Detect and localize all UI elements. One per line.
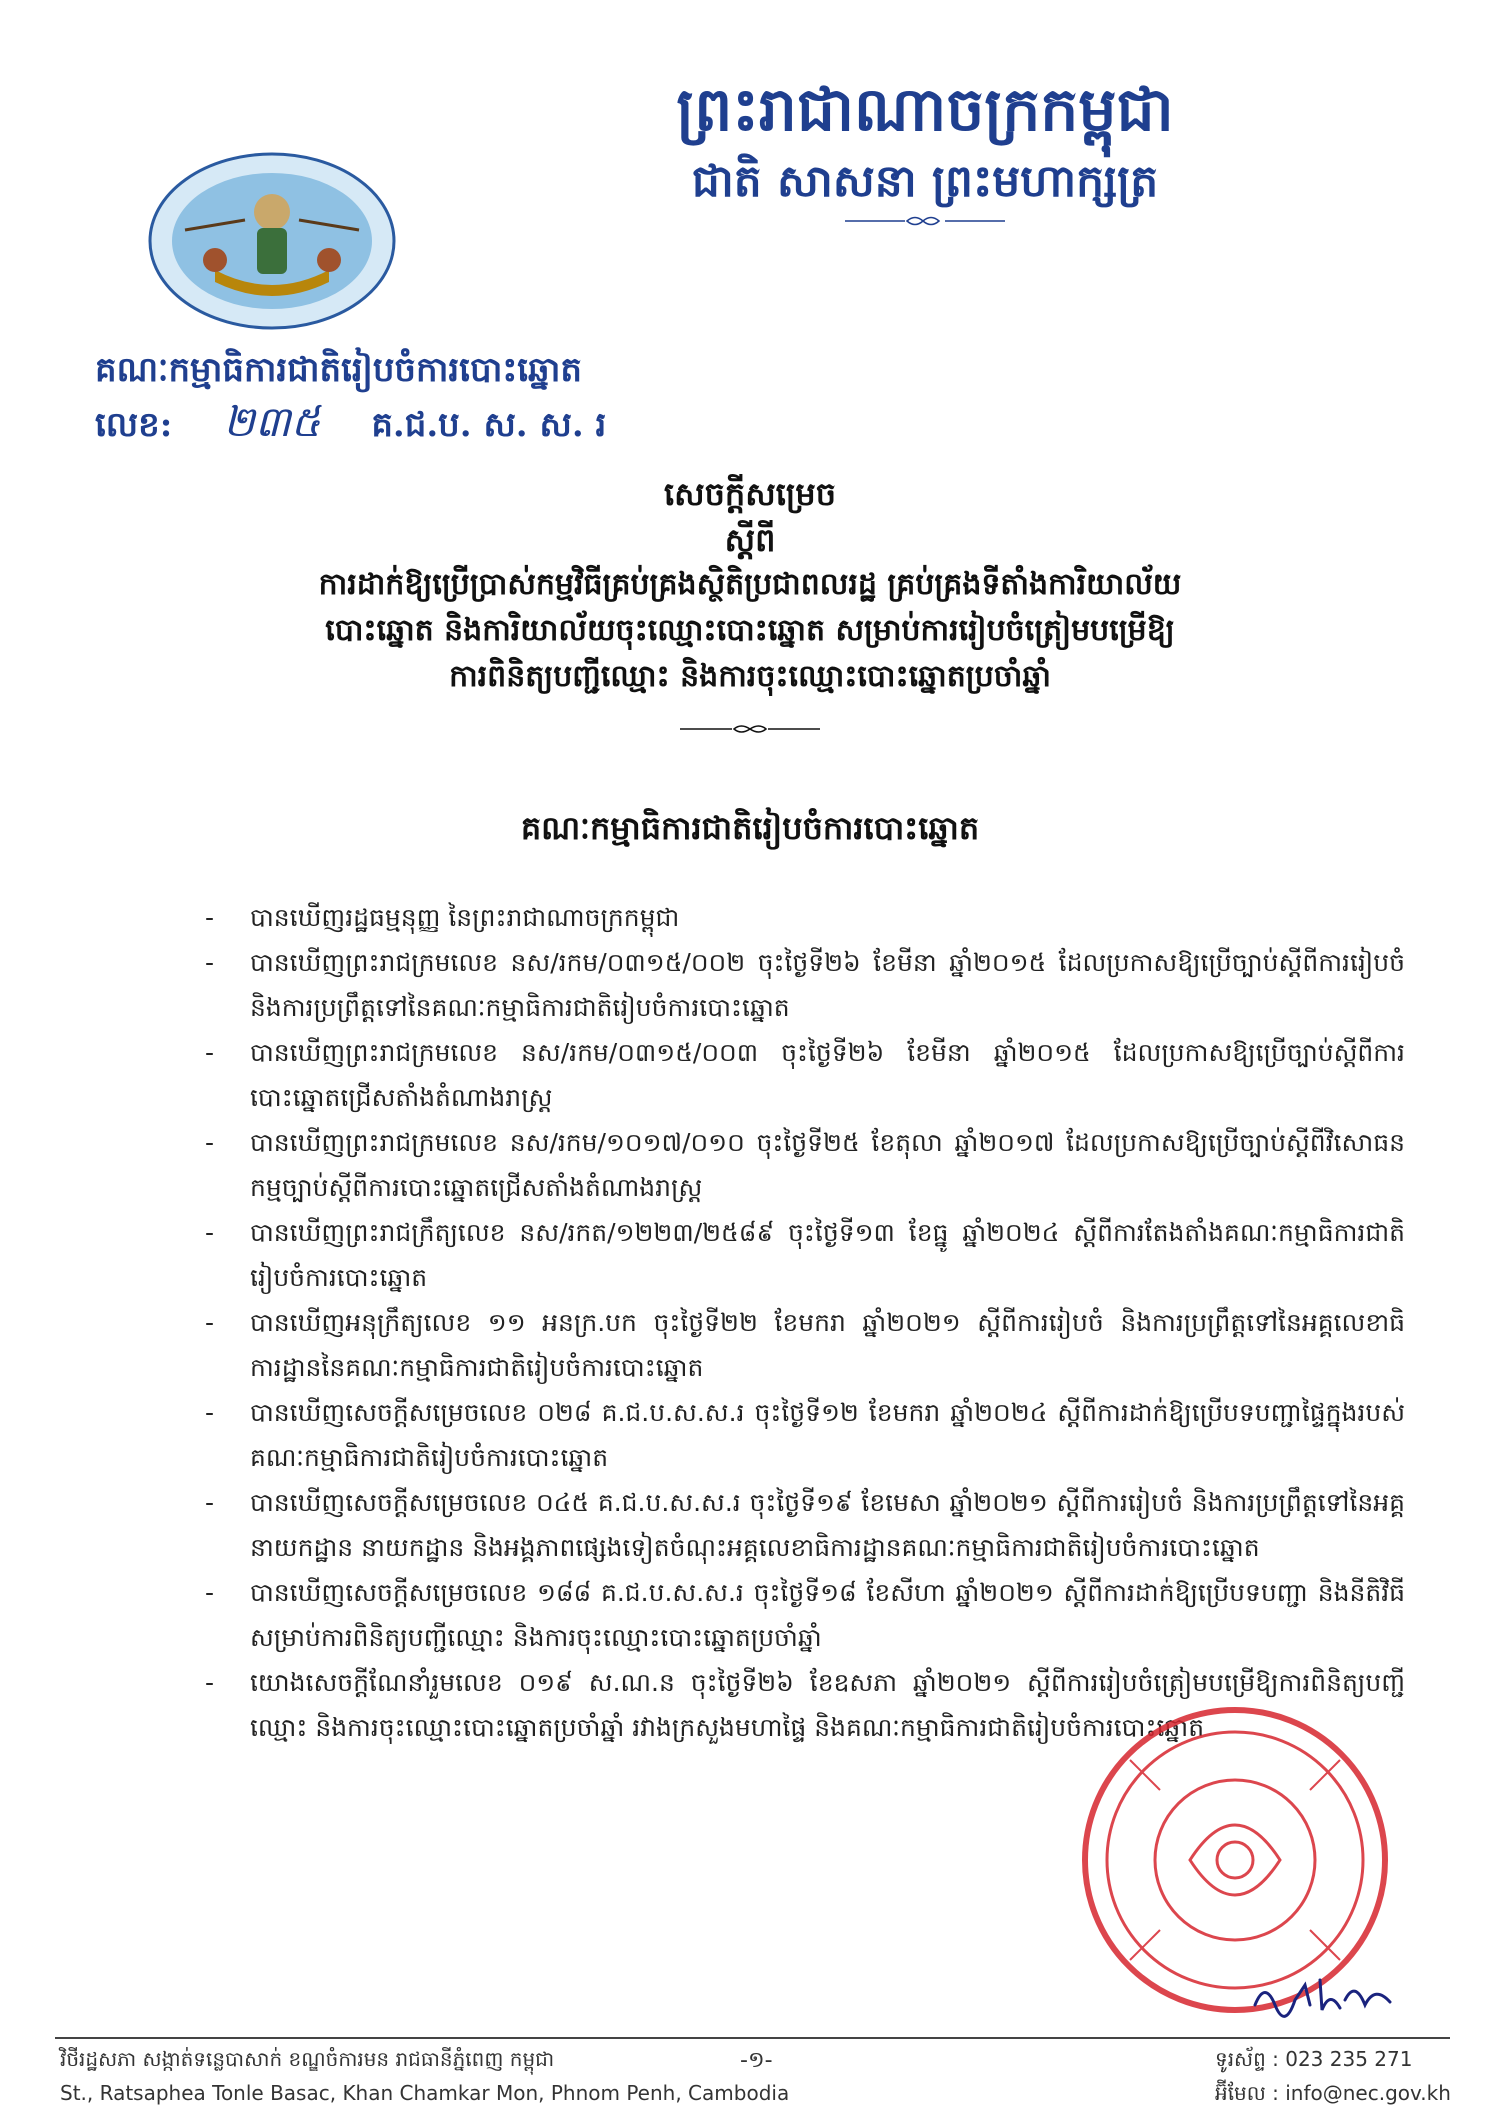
- nec-emblem-logo: [145, 150, 400, 332]
- ref-code: គ.ជ.ប. ស. ស. រ: [371, 405, 607, 445]
- kingdom-header: [600, 70, 1250, 228]
- decision-title-block: [150, 470, 1350, 736]
- phone-number: ទូរស័ព្ទ : 023 235 271: [1215, 2047, 1413, 2071]
- reference-line: [95, 395, 606, 457]
- list-item: - បានឃើញព្រះរាជក្រមលេខ នស/រកម/០៣១៥/០០៣ ចុះថ្ងៃទី២៦ ខែមីនា ឆ្នាំ២០១៥ ដែលប្រកាសឱ្យប្រើច្បាប់ស្ដីពីការបោះឆ្នោតជ្រើសតាំងតំណាងរាស្ត្រ: [205, 1030, 1405, 1120]
- footer-address: [60, 2042, 789, 2110]
- list-item: - បានឃើញអនុក្រឹត្យលេខ ១១ អនក្រ.បក ចុះថ្ងៃទី២២ ខែមករា ឆ្នាំ២០២១ ស្ដីពីការរៀបចំ និងការប្រព្រឹត្តទៅនៃអគ្គលេខាធិការដ្ឋាននៃគណៈកម្មាធិការជាតិរៀបចំការបោះឆ្នោត: [205, 1300, 1405, 1390]
- concerning-label: ស្ដីពី: [724, 521, 776, 559]
- list-item: - បានឃើញសេចក្ដីសម្រេចលេខ ០២៨ គ.ជ.ប.ស.ស.រ ចុះថ្ងៃទី១២ ខែមករា ឆ្នាំ២០២៤ ស្ដីពីការដាក់ឱ្យប្រើបទបញ្ជាផ្ទៃក្នុងរបស់គណៈកម្មាធិការជាតិរៀបចំការបោះឆ្នោត: [205, 1390, 1405, 1480]
- ornament-divider: [680, 722, 820, 736]
- body-heading: គណៈកម្មាធិការជាតិរៀបចំការបោះឆ្នោត: [520, 809, 980, 847]
- organization-name: គណៈកម្មាធិការជាតិរៀបចំការបោះឆ្នោត: [95, 350, 583, 390]
- address-khmer: វិថីរដ្ឋសភា សង្កាត់ទន្លេបាសាក់ ខណ្ឌចំការមន រាជធានីភ្នំពេញ កម្ពុជា: [60, 2047, 555, 2071]
- list-item: - បានឃើញព្រះរាជក្រឹត្យលេខ នស/រកត/១២២៣/២៥៨៩ ចុះថ្ងៃទី១៣ ខែធ្នូ ឆ្នាំ២០២៤ ស្ដីពីការតែងតាំងគណៈកម្មាធិការជាតិរៀបចំការបោះឆ្នោត: [205, 1210, 1405, 1300]
- kingdom-title: ព្រះរាជាណាចក្រកម្ពុជា: [676, 75, 1174, 145]
- list-item: - បានឃើញសេចក្ដីសម្រេចលេខ ០៤៥ គ.ជ.ប.ស.ស.រ ចុះថ្ងៃទី១៩ ខែមេសា ឆ្នាំ២០២១ ស្ដីពីការរៀបចំ និងការប្រព្រឹត្តទៅនៃអគ្គនាយកដ្ឋាន នាយកដ្ឋាន និងអង្គភាពផ្សេងទៀតចំណុះអគ្គលេខាធិការដ្ឋានគណៈកម្មាធិការជាតិរៀបចំការបោះឆ្នោត: [205, 1480, 1405, 1570]
- decision-label: សេចក្ដីសម្រេច: [663, 475, 837, 513]
- footer-contact: [1215, 2042, 1451, 2110]
- list-item: - បានឃើញសេចក្ដីសម្រេចលេខ ១៨៨ គ.ជ.ប.ស.ស.រ ចុះថ្ងៃទី១៨ ខែសីហា ឆ្នាំ២០២១ ស្ដីពីការដាក់ឱ្យប្រើបទបញ្ជា និងនីតិវិធីសម្រាប់ការពិនិត្យបញ្ជីឈ្មោះ និងការចុះឈ្មោះបោះឆ្នោតប្រចាំឆ្នាំ: [205, 1570, 1405, 1660]
- preamble-list: [205, 895, 1405, 1750]
- ornament-divider: [845, 214, 1005, 228]
- list-item: - បានឃើញព្រះរាជក្រមលេខ នស/រកម/១០១៧/០១០ ចុះថ្ងៃទី២៥ ខែតុលា ឆ្នាំ២០១៧ ដែលប្រកាសឱ្យប្រើច្បាប់ស្ដីពីវិសោធនកម្មច្បាប់ស្ដីពីការបោះឆ្នោតជ្រើសតាំងតំណាងរាស្ត្រ: [205, 1120, 1405, 1210]
- email-address: អ៊ីមែល : info@nec.gov.kh: [1215, 2081, 1451, 2105]
- list-item: - បានឃើញរដ្ឋធម្មនុញ្ញ នៃព្រះរាជាណាចក្រកម្ពុជា: [205, 895, 1405, 940]
- ref-label: លេខ:: [95, 405, 173, 445]
- ref-number: ២៣៥: [223, 397, 321, 446]
- national-motto: ជាតិ សាសនា ព្រះមហាក្សត្រ: [691, 156, 1159, 207]
- page-number: -១-: [740, 2048, 773, 2073]
- title-line-1: ការដាក់ឱ្យប្រើប្រាស់កម្មវិធីគ្រប់គ្រងស្ថិតិប្រជាពលរដ្ឋ គ្រប់គ្រងទីតាំងការិយាល័យ: [318, 567, 1182, 602]
- list-item: - បានឃើញព្រះរាជក្រមលេខ នស/រកម/០៣១៥/០០២ ចុះថ្ងៃទី២៦ ខែមីនា ឆ្នាំ២០១៥ ដែលប្រកាសឱ្យប្រើច្បាប់ស្ដីពីការរៀបចំ និងការប្រព្រឹត្តទៅនៃគណៈកម្មាធិការជាតិរៀបចំការបោះឆ្នោត: [205, 940, 1405, 1030]
- footer-divider: [55, 2037, 1450, 2039]
- title-line-3: ការពិនិត្យបញ្ជីឈ្មោះ និងការចុះឈ្មោះបោះឆ្នោតប្រចាំឆ្នាំ: [449, 659, 1051, 694]
- list-item: - យោងសេចក្ដីណែនាំរួមលេខ ០១៩ ស.ណ.ន ចុះថ្ងៃទី២៦ ខែឧសភា ឆ្នាំ២០២១ ស្ដីពីការរៀបចំត្រៀមបម្រើឱ្យការពិនិត្យបញ្ជីឈ្មោះ និងការចុះឈ្មោះបោះឆ្នោតប្រចាំឆ្នាំ រវាងក្រសួងមហាផ្ទៃ និងគណៈកម្មាធិការជាតិរៀបចំការបោះឆ្នោត: [205, 1660, 1405, 1750]
- title-line-2: បោះឆ្នោត និងការិយាល័យចុះឈ្មោះបោះឆ្នោត សម្រាប់ការរៀបចំត្រៀមបម្រើឱ្យ: [325, 613, 1175, 648]
- address-english: St., Ratsaphea Tonle Basac, Khan Chamkar Mon, Phnom Penh, Cambodia: [60, 2081, 790, 2105]
- handwritten-signature: [1250, 1970, 1400, 2020]
